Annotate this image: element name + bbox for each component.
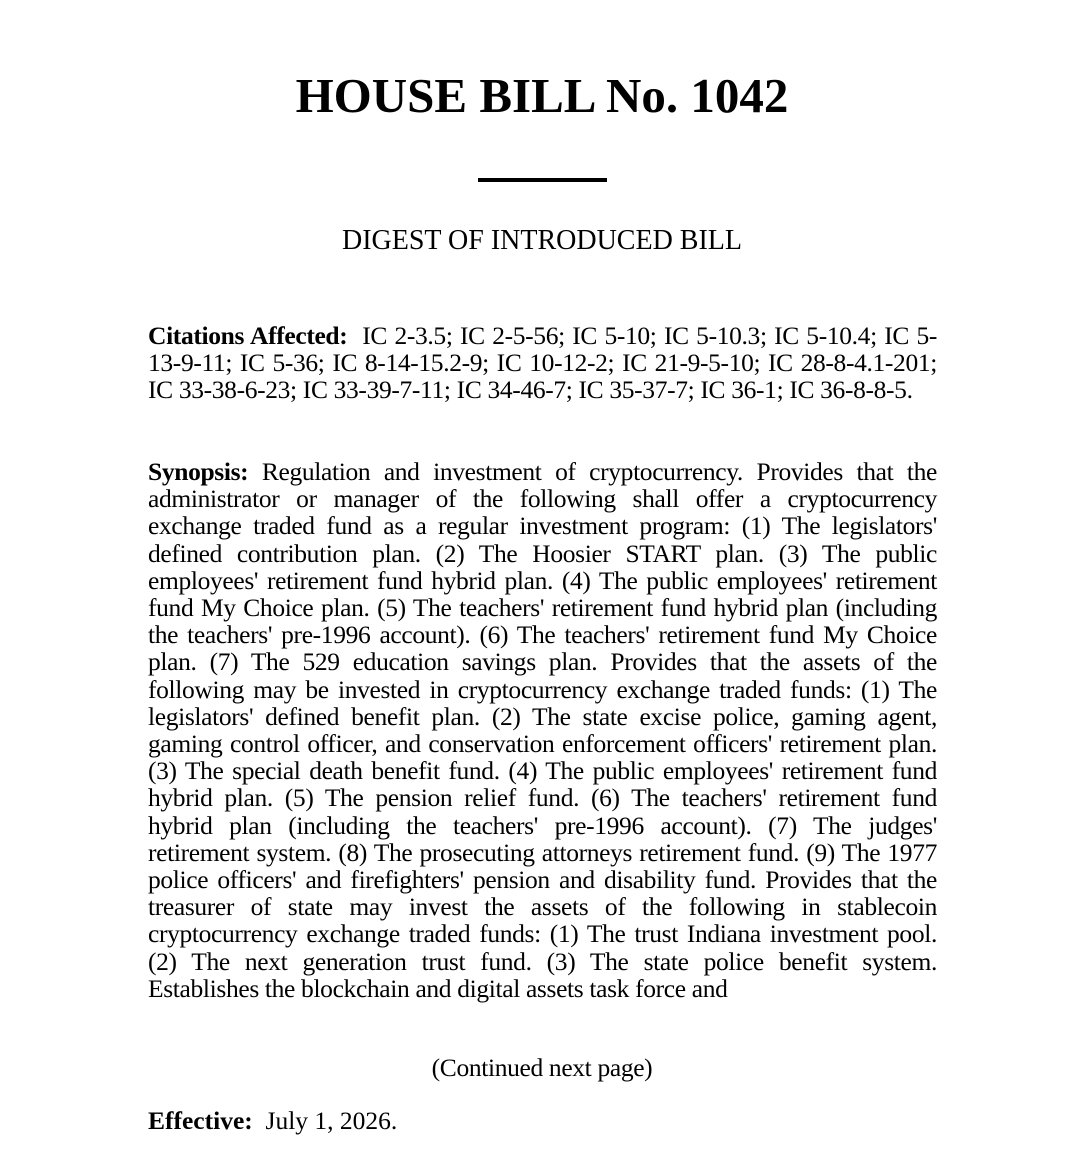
synopsis-label: Synopsis:	[148, 457, 249, 486]
effective-label: Effective:	[148, 1106, 253, 1135]
continued-notice: (Continued next page)	[431, 1053, 653, 1082]
effective-date	[148, 1106, 397, 1136]
synopsis	[148, 458, 937, 1002]
bill-title: HOUSE BILL No. 1042	[295, 68, 789, 123]
title-divider	[478, 178, 607, 182]
citations-affected	[148, 322, 937, 404]
digest-heading: DIGEST OF INTRODUCED BILL	[341, 225, 743, 256]
citations-text: IC 2-3.5; IC 2-5-56; IC 5-10; IC 5-10.3; IC 5-10.4; IC 5-13-9-11; IC 5-36; IC 8-14-15.2-9; IC 10-12-2; IC 21-9-5-10; IC 28-8-4.1-201; IC 33-38-6-23; IC 33-39-7-11; IC 34-46-7; IC 35-37-7; IC 36-1; IC 36-8-8-5.	[148, 321, 937, 405]
synopsis-text: Regulation and investment of cryptocurrency. Provides that the administrator or manager of the following shall offer a cryptocurrency exchange traded fund as a regular investment program: (1) The legislators' defined contribution plan. (2) The Hoosier START plan. (3) The public employees' retirement fund hybrid plan. (4) The public employees' retirement fund My Choice plan. (5) The teachers' retirement fund hybrid plan (including the teachers' pre-1996 account). (6) The teachers' retirement fund My Choice plan. (7) The 529 education savings plan. Provides that the assets of the following may be invested in cryptocurrency exchange traded funds: (1) The legislators' defined benefit plan. (2) The state excise police, gaming agent, gaming control officer, and conservation enforcement officers' retirement plan. (3) The special death benefit fund. (4) The public employees' retirement fund hybrid plan. (5) The pension relief fund. (6) The teachers' retirement fund hybrid plan (including the teachers' pre-1996 account). (7) The judges' retirement system. (8) The prosecuting attorneys retirement fund. (9) The 1977 police officers' and firefighters' pension and disability fund. Provides that the treasurer of state may invest the assets of the following in stablecoin cryptocurrency exchange traded funds: (1) The trust Indiana investment pool. (2) The next generation trust fund. (3) The state police benefit system. Establishes the blockchain and digital assets task force and	[148, 457, 937, 1003]
effective-date-value: July 1, 2026.	[265, 1106, 398, 1135]
citations-label: Citations Affected:	[148, 321, 348, 350]
